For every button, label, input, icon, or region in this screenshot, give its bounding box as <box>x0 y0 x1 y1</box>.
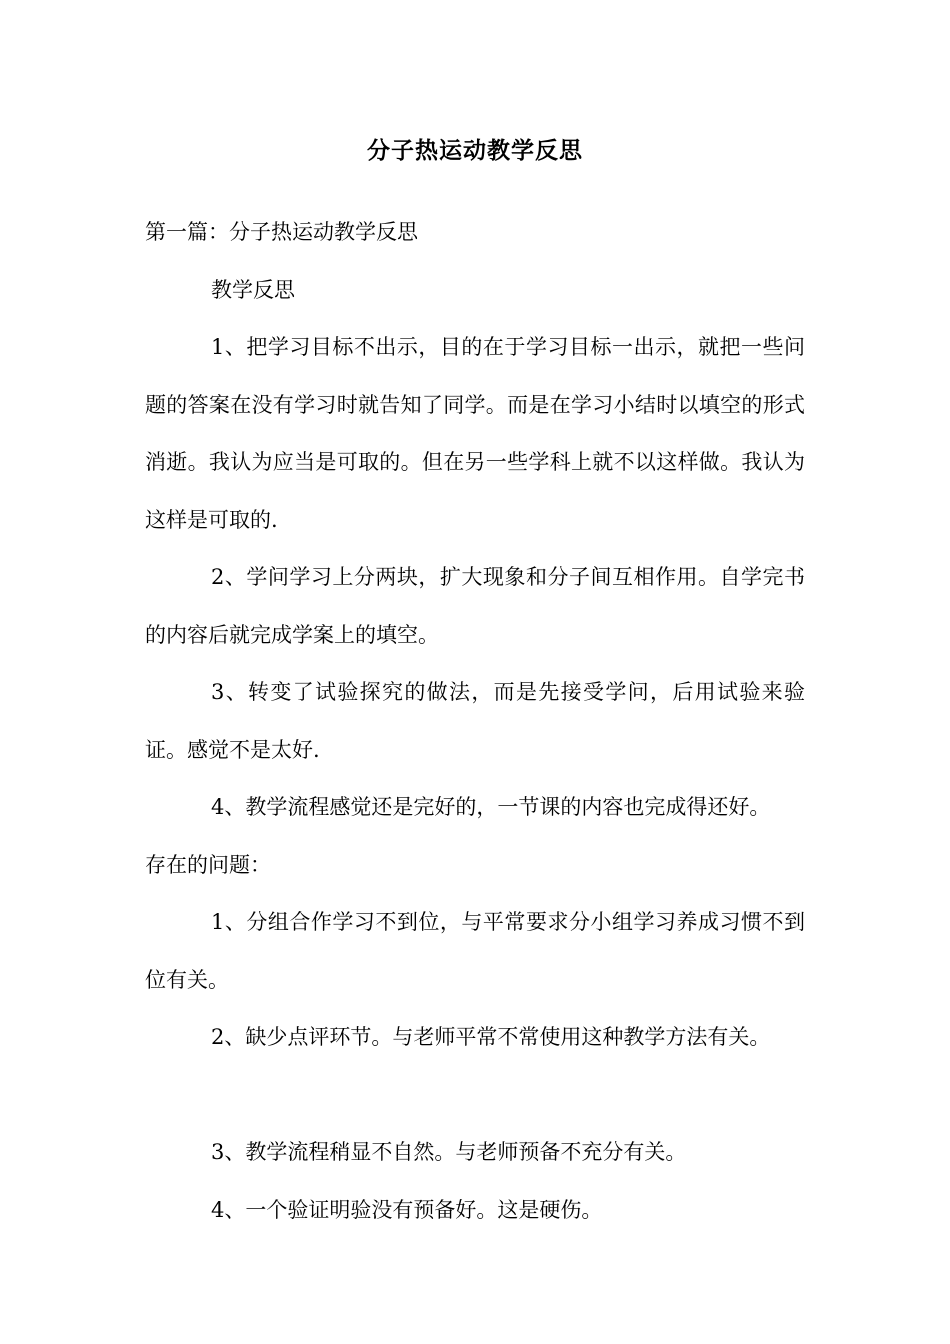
paragraph: 3、教学流程稍显不自然。与老师预备不充分有关。 <box>211 1140 687 1164</box>
paragraph: 4、一个验证明验没有预备好。这是硬伤。 <box>211 1197 603 1222</box>
document-title: 分子热运动教学反思 <box>367 138 583 164</box>
paragraph: 2、学问学习上分两块，扩大现象和分子间互相作用。自学完书的内容后就完成学案上的填空。 <box>145 565 805 647</box>
problems-heading: 存在的问题： <box>145 852 271 877</box>
paragraph: 4、教学流程感觉还是完好的，一节课的内容也完成得还好。 <box>211 795 771 819</box>
paragraph: 3、转变了试验探究的做法，而是先接受学问，后用试验来验证。感觉不是太好. <box>145 680 805 762</box>
document-body <box>145 204 805 1239</box>
paragraph: 2、缺少点评环节。与老师平常不常使用这种教学方法有关。 <box>211 1025 771 1049</box>
blank-line <box>145 1067 805 1125</box>
paragraph: 1、分组合作学习不到位，与平常要求分小组学习养成习惯不到位有关。 <box>145 910 805 992</box>
paragraph: 1、把学习目标不出示，目的在于学习目标一出示，就把一些问题的答案在没有学习时就告知了同学。而是在学习小结时以填空的形式消逝。我认为应当是可取的。但在另一些学科上就不以这样做。我认为这样是可取的. <box>145 335 805 532</box>
section-heading: 第一篇：分子热运动教学反思 <box>145 220 418 244</box>
subheading: 教学反思 <box>211 277 295 302</box>
